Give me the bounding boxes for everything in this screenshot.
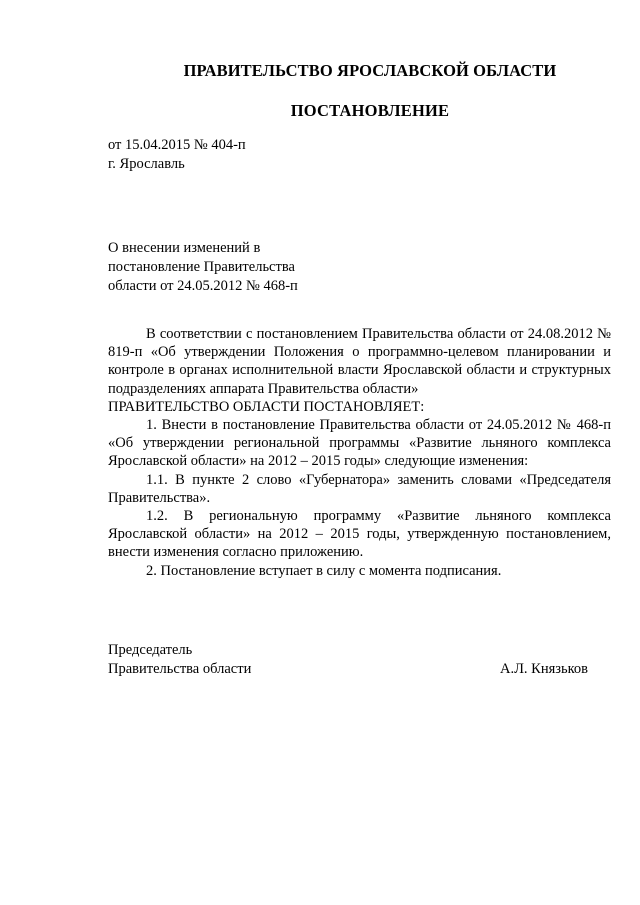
- document-body: [108, 325, 611, 580]
- document-meta: [108, 136, 246, 174]
- signatory-title-line-1: Председатель: [108, 642, 193, 658]
- document-date-number: от 15.04.2015 № 404-п: [108, 137, 246, 153]
- subject-line: О внесении изменений в: [108, 240, 261, 256]
- item-1-paragraph: 1. Внести в постановление Правительства области от 24.05.2012 № 468-п «Об утверждении региональной программы «Развитие льняного комплекса Ярославской области» на 2012 – 2015 годы» следующие изменения:: [108, 417, 611, 470]
- subject-line: постановление Правительства: [108, 259, 295, 275]
- document-subject: [108, 239, 298, 296]
- preamble-paragraph: В соответствии с постановлением Правительства области от 24.08.2012 № 819-п «Об утверждении Положения о программно-целевом планировании и контроле в органах исполнительной власти Ярославской области и структурных подразделениях аппарата Правительства области»: [108, 326, 611, 397]
- item-1-1-paragraph: 1.1. В пункте 2 слово «Губернатора» заменить словами «Председателя Правительства».: [108, 471, 611, 506]
- signatory-title-line-2: Правительства области: [108, 661, 252, 677]
- signature-row: [108, 660, 588, 679]
- signatory-name: А.Л. Князьков: [499, 661, 588, 677]
- document-city: г. Ярославль: [108, 156, 185, 172]
- signature-block: [108, 641, 588, 679]
- resolves-heading: ПРАВИТЕЛЬСТВО ОБЛАСТИ ПОСТАНОВЛЯЕТ:: [108, 398, 425, 415]
- document-type-heading: ПОСТАНОВЛЕНИЕ: [290, 101, 450, 120]
- organization-title: ПРАВИТЕЛЬСТВО ЯРОСЛАВСКОЙ ОБЛАСТИ: [183, 61, 557, 80]
- item-2-paragraph: 2. Постановление вступает в силу с момента подписания.: [146, 562, 502, 579]
- item-1-2-paragraph: 1.2. В региональную программу «Развитие льняного комплекса Ярославской области» на 2012 – 2015 годы, утвержденную постановлением, внести изменения согласно приложению.: [108, 508, 611, 561]
- subject-line: области от 24.05.2012 № 468-п: [108, 278, 298, 294]
